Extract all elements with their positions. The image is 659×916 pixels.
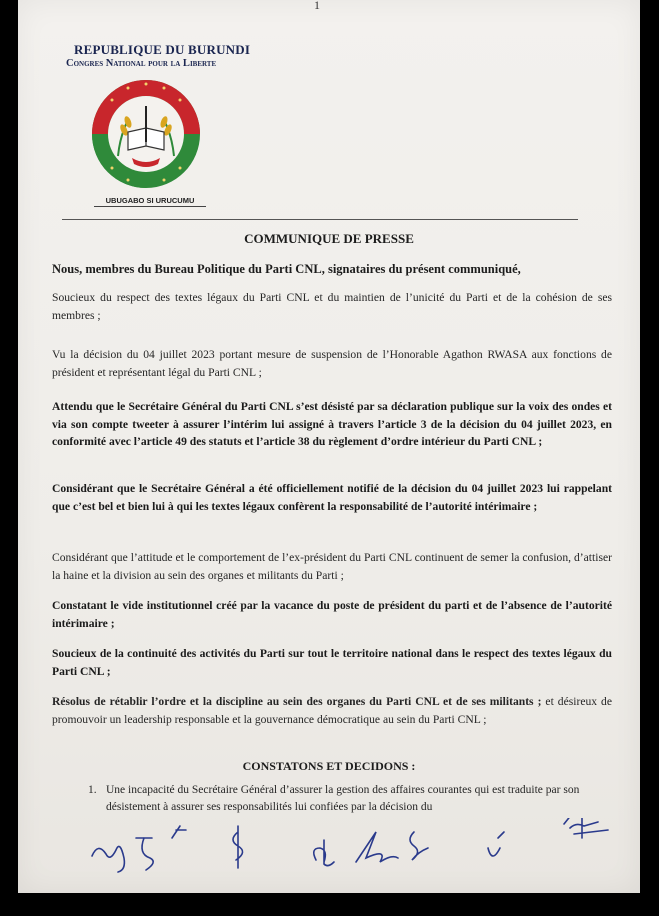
paragraph-4: Considérant que le Secrétaire Général a été officiellement notifié de la décision du 04 juillet 2023 lui rappelant que c’est bel et bien lui à qui les textes légaux confèrent la responsabilité de l’autorité intérimaire ; bbox=[52, 482, 612, 513]
paragraph-6: Constatant le vide institutionnel créé par la vacance du poste de président du parti et de l’absence de l’autorité intérimaire ; bbox=[52, 599, 612, 630]
decisions-heading: CONSTATONS ET DECIDONS : bbox=[242, 759, 416, 773]
paragraph-8 bbox=[52, 693, 612, 728]
party-logo bbox=[88, 76, 208, 210]
decision-item bbox=[88, 782, 606, 816]
signatures-row bbox=[88, 818, 628, 878]
intro-line: Nous, membres du Bureau Politique du Parti CNL, signataires du présent communiqué, bbox=[52, 262, 521, 276]
signature-8 bbox=[488, 832, 504, 856]
signature-1 bbox=[92, 846, 124, 872]
signature-4 bbox=[233, 826, 243, 868]
document-page bbox=[18, 0, 640, 893]
paragraph-5: Considérant que l’attitude et le comportement de l’ex-président du Parti CNL continuent de semer la confusion, d’attiser la haine et la division au sein des organes et militants du Parti ; bbox=[52, 551, 612, 582]
image-bottom-border bbox=[0, 893, 659, 916]
header-divider bbox=[62, 219, 578, 220]
paragraph-8-lead: Résolus de rétablir l’ordre et la discipline au sein des organes du Parti CNL et de ses militants ; bbox=[52, 695, 542, 708]
signature-3 bbox=[172, 826, 186, 838]
signature-2 bbox=[136, 838, 153, 870]
paragraph-7: Soucieux de la continuité des activités du Parti sur tout le territoire national dans le respect des textes légaux du Parti CNL ; bbox=[52, 647, 612, 678]
decision-number: 1. bbox=[88, 784, 97, 796]
signature-7 bbox=[410, 832, 428, 860]
decision-text: Une incapacité du Secrétaire Général d’assurer la gestion des affaires courantes qui est traduite par son désistement à assurer ses responsabilités lui confiées par la décision du bbox=[106, 784, 580, 813]
header-country: REPUBLIQUE DU BURUNDI bbox=[74, 42, 251, 57]
signature-6 bbox=[356, 832, 398, 862]
page-number: 1 bbox=[314, 0, 320, 12]
logo-motto: UBUGABO SI URUCUMU bbox=[94, 196, 206, 207]
signature-9 bbox=[564, 818, 608, 838]
paragraph-1: Soucieux du respect des textes légaux du Parti CNL et du maintien de l’unicité du Parti et de la cohésion de ses membres ; bbox=[52, 291, 612, 322]
paragraph-8-rest: et désireux de promouvoir un leadership responsable et la gouvernance démocratique au sein du Parti CNL ; bbox=[52, 695, 612, 726]
paragraph-3: Attendu que le Secrétaire Général du Parti CNL s’est désisté par sa déclaration publique sur la voix des ondes et via son compte tweeter à assurer l’intérim lui assigné à travers l’article 3 de la décision du 04 juillet 2023, en conformité avec l’article 49 des statuts et l’article 38 du règlement d’ordre intérieur du Parti CNL ; bbox=[52, 400, 612, 448]
signature-5 bbox=[314, 840, 334, 866]
party-logo-emblem-icon bbox=[88, 76, 208, 210]
document-title: COMMUNIQUE DE PRESSE bbox=[244, 231, 414, 246]
header-party: Congres National pour la Liberte bbox=[66, 58, 217, 69]
paragraph-2: Vu la décision du 04 juillet 2023 portant mesure de suspension de l’Honorable Agathon RWASA aux fonctions de président et représentant légal du Parti CNL ; bbox=[52, 348, 612, 379]
